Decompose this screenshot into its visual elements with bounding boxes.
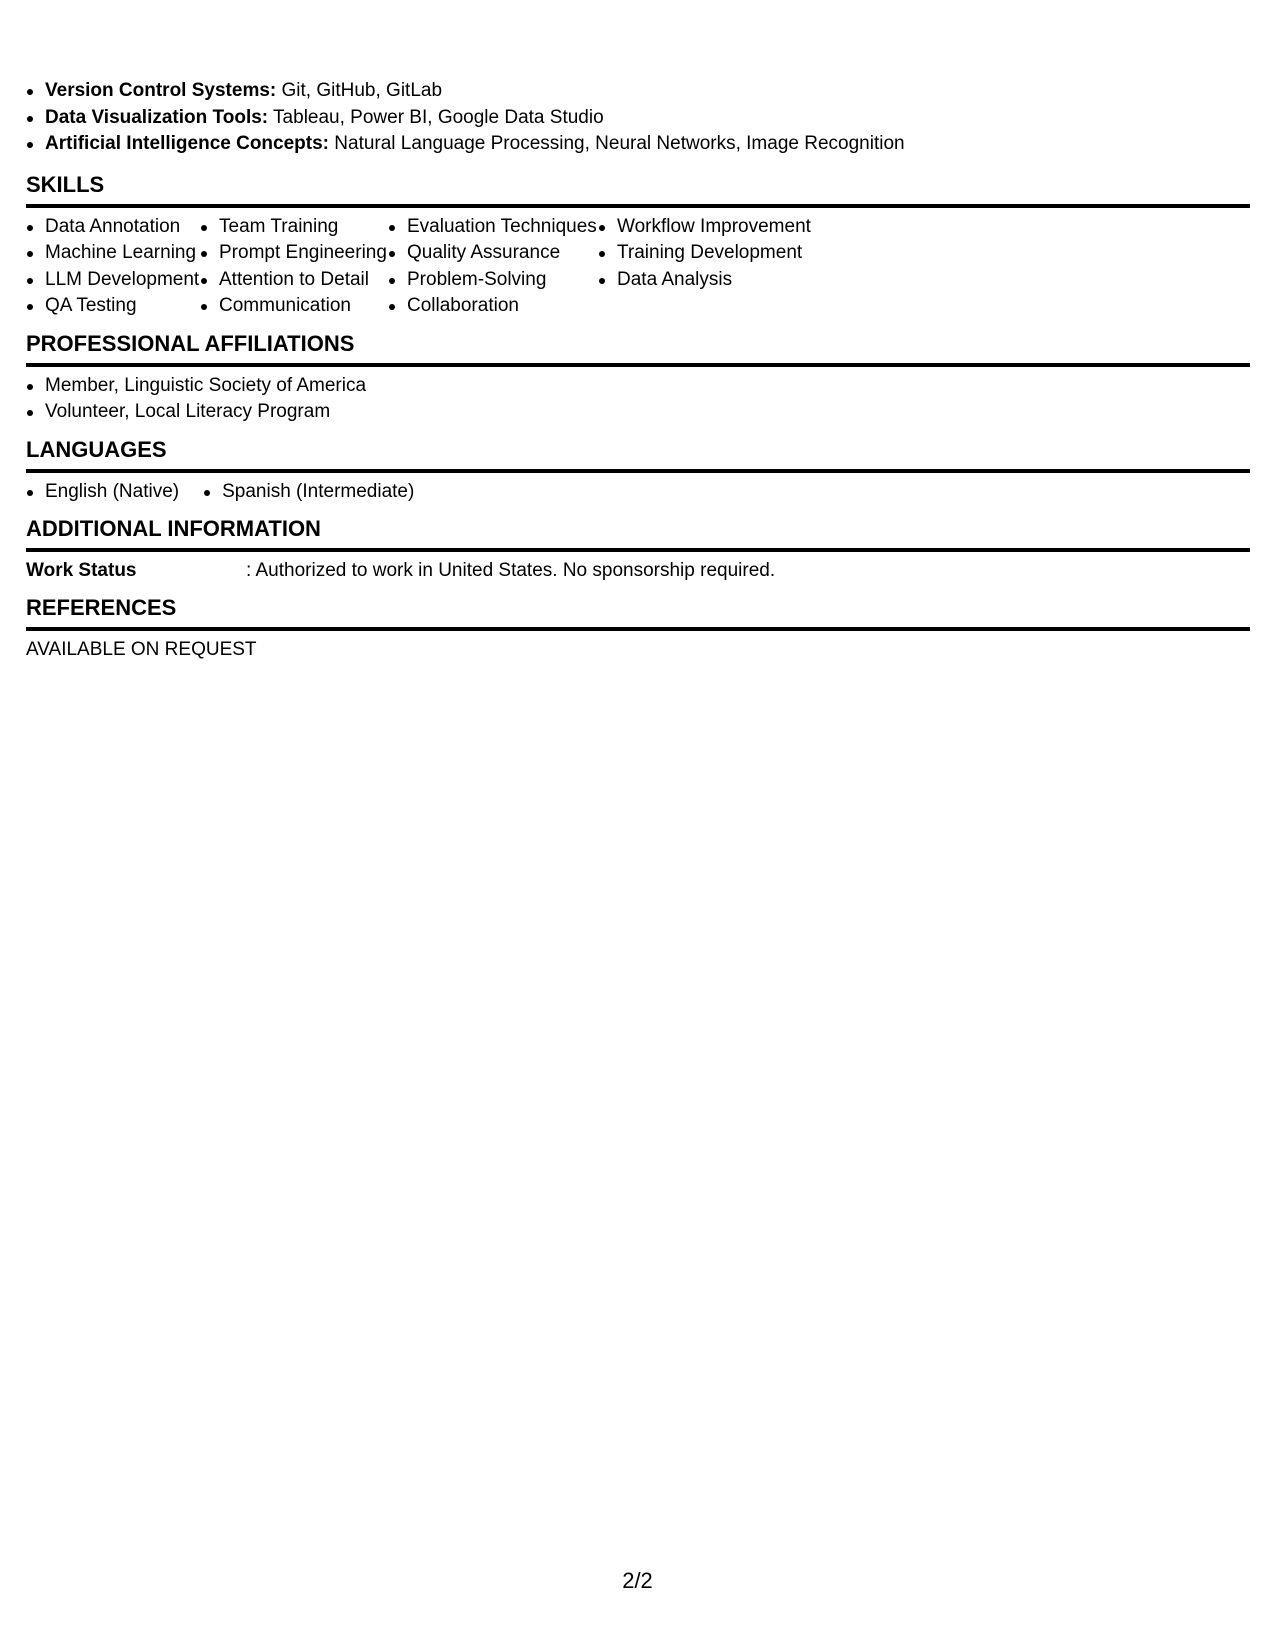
list-item: Artificial Intelligence Concepts: Natural Language Processing, Neural Networks, Image Recognition — [26, 131, 1250, 158]
list-item: Problem-Solving — [388, 267, 598, 294]
section-title-languages: LANGUAGES — [26, 436, 167, 462]
references-text: AVAILABLE ON REQUEST — [26, 639, 257, 660]
section-title-additional-info: ADDITIONAL INFORMATION — [26, 516, 321, 541]
section-title-skills: SKILLS — [26, 171, 105, 197]
section-title-references: REFERENCES — [26, 595, 177, 620]
list-item: LLM Development — [26, 267, 200, 294]
list-item: English (Native) — [26, 479, 179, 506]
list-item: Machine Learning — [26, 240, 200, 267]
list-item: Version Control Systems: Git, GitHub, GitLab — [26, 78, 1250, 105]
section-divider — [26, 363, 1250, 367]
list-item: Evaluation Techniques — [388, 214, 598, 241]
languages-list — [26, 479, 1250, 506]
section-divider — [26, 548, 1250, 552]
skills-grid — [26, 214, 1250, 320]
resume-page — [26, 78, 1250, 663]
section-title-affiliations: PROFESSIONAL AFFILIATIONS — [26, 330, 355, 356]
list-item: Spanish (Intermediate) — [203, 479, 414, 506]
list-item: Attention to Detail — [200, 267, 388, 294]
list-item: Prompt Engineering — [200, 240, 388, 267]
list-item: Volunteer, Local Literacy Program — [26, 399, 1250, 426]
skills-column — [26, 214, 200, 320]
skills-column — [598, 214, 811, 320]
work-status-row — [26, 558, 1250, 584]
section-divider — [26, 469, 1250, 473]
work-status-value: : Authorized to work in United States. No sponsorship required. — [246, 560, 776, 581]
list-item: Quality Assurance — [388, 240, 598, 267]
list-item: QA Testing — [26, 293, 200, 320]
page-number: 2/2 — [622, 1568, 653, 1593]
list-item: Training Development — [598, 240, 811, 267]
list-item: Workflow Improvement — [598, 214, 811, 241]
list-item: Data Visualization Tools: Tableau, Power BI, Google Data Studio — [26, 105, 1250, 132]
skills-column — [388, 214, 598, 320]
list-item: Communication — [200, 293, 388, 320]
section-divider — [26, 627, 1250, 631]
list-item: Team Training — [200, 214, 388, 241]
list-item: Data Analysis — [598, 267, 811, 294]
work-status-label: Work Status — [26, 560, 137, 581]
skills-column — [200, 214, 388, 320]
section-divider — [26, 204, 1250, 208]
list-item: Member, Linguistic Society of America — [26, 373, 1250, 400]
list-item: Collaboration — [388, 293, 598, 320]
list-item: Data Annotation — [26, 214, 200, 241]
tech-skills-list — [26, 78, 1250, 158]
affiliations-list — [26, 373, 1250, 426]
